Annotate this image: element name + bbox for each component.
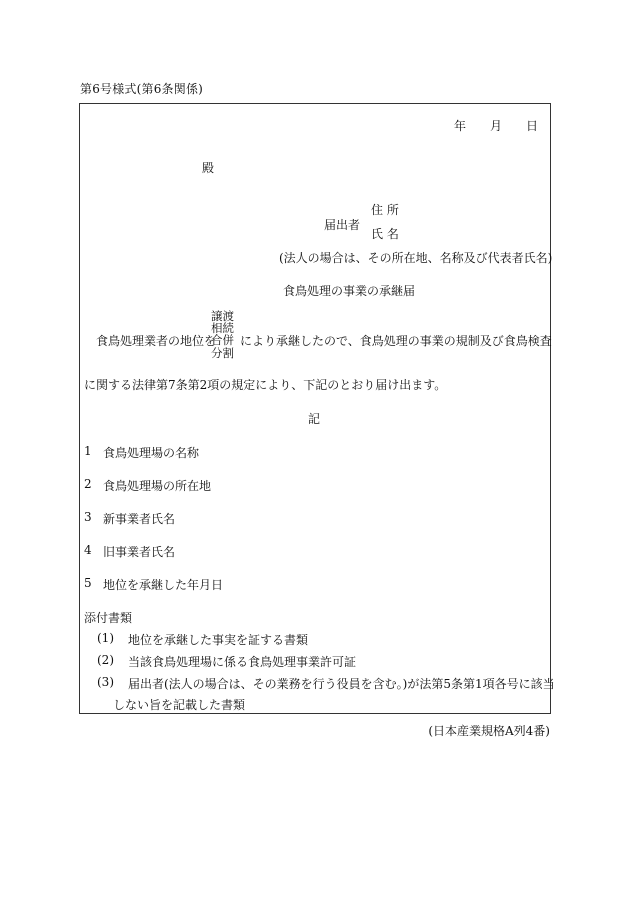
attachment-text: 地位を承継した事実を証する書類	[128, 633, 309, 647]
attachments-heading: 添付書類	[84, 611, 133, 625]
succession-option: 譲渡	[211, 309, 234, 323]
succession-option: 分割	[211, 345, 234, 360]
body-line-2: に関する法律第7条第2項の規定により、下記のとおり届け出ます。	[84, 378, 447, 392]
document-title: 食鳥処理の事業の承継届	[283, 284, 416, 298]
attachment-number: (3)	[97, 675, 114, 689]
item-text: 食鳥処理場の名称	[103, 446, 200, 460]
item-number: 5	[84, 576, 92, 590]
body-prefix: 食鳥処理業者の地位を	[96, 334, 217, 348]
name-label: 氏 名	[371, 227, 399, 241]
succession-option: 相続	[211, 321, 234, 336]
applicant-label: 届出者	[324, 218, 361, 232]
item-text: 旧事業者氏名	[103, 545, 176, 559]
attachment-text: 当該食鳥処理場に係る食鳥処理事業許可証	[128, 655, 357, 669]
corporate-note: (法人の場合は、その所在地、名称及び代表者氏名)	[279, 251, 553, 265]
item-number: 1	[84, 444, 92, 458]
form-frame	[79, 103, 555, 714]
attachment-number: (1)	[97, 631, 114, 645]
item-number: 3	[84, 510, 92, 524]
address-label: 住 所	[371, 203, 399, 217]
item-number: 2	[84, 477, 92, 491]
date-year-label: 年	[454, 119, 467, 133]
attachment-number: (2)	[97, 653, 114, 667]
succession-options	[211, 310, 237, 359]
attachment-continuation: しない旨を記載した書類	[113, 698, 246, 712]
form-number: 第6号様式(第6条関係)	[80, 82, 204, 96]
item-text: 新事業者氏名	[103, 512, 176, 526]
succession-option: 合併	[211, 333, 234, 348]
addressee-honorific: 殿	[202, 161, 215, 175]
date-day-label: 日	[526, 119, 539, 133]
body-suffix: により承継したので、食鳥処理の事業の規制及び食鳥検査	[240, 334, 552, 348]
date-month-label: 月	[490, 119, 503, 133]
item-number: 4	[84, 543, 92, 557]
attachment-text: 届出者(法人の場合は、その業務を行う役員を含む。)が法第5条第1項各号に該当	[128, 677, 555, 691]
paper-size-note: (日本産業規格A列4番)	[428, 724, 550, 738]
item-text: 地位を承継した年月日	[103, 578, 224, 592]
item-text: 食鳥処理場の所在地	[103, 479, 212, 493]
ki-marker: 記	[308, 412, 321, 426]
